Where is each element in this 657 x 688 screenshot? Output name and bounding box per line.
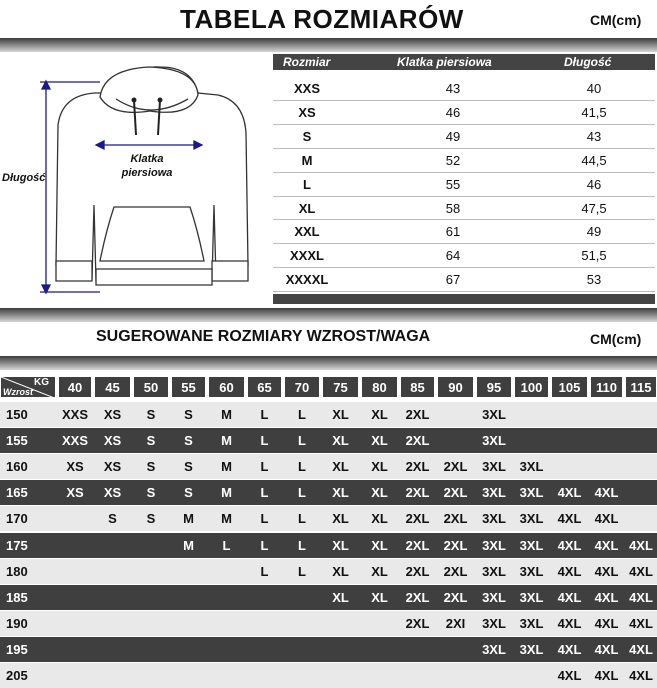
height-cell: 175 bbox=[6, 537, 28, 553]
size-suggestion-cell: 4XL bbox=[629, 589, 653, 605]
chest-cell: 58 bbox=[445, 200, 461, 216]
chest-cell: 67 bbox=[445, 272, 461, 288]
size-suggestion-cell: 3XL bbox=[482, 433, 506, 449]
size-cell: S bbox=[302, 128, 312, 144]
size-suggestion-cell: L bbox=[298, 433, 306, 449]
weight-header-cell: 100 bbox=[514, 376, 549, 398]
weight-header-cell: 60 bbox=[208, 376, 245, 398]
size-table-footer bbox=[273, 294, 655, 304]
size-suggestion-cell: 3XL bbox=[482, 511, 506, 527]
weight-header-cell: 85 bbox=[400, 376, 435, 398]
size-suggestion-cell: 4XL bbox=[557, 615, 582, 631]
size-suggestion-cell: S bbox=[184, 433, 193, 449]
size-suggestion-cell: XL bbox=[332, 407, 349, 422]
size-suggestion-cell: XS bbox=[66, 485, 84, 501]
height-cell: 190 bbox=[6, 615, 28, 631]
chest-cell: 46 bbox=[445, 104, 461, 120]
unit-label: CM(cm) bbox=[590, 12, 642, 28]
height-cell: 150 bbox=[6, 407, 28, 422]
size-suggestion-cell: 2XL bbox=[443, 511, 468, 527]
size-suggestion-cell: L bbox=[298, 407, 306, 422]
size-suggestion-cell: XL bbox=[371, 485, 388, 501]
size-suggestion-cell: XL bbox=[371, 511, 388, 527]
corner-kg: KG bbox=[34, 377, 49, 388]
size-suggestion-cell: 2XL bbox=[405, 407, 430, 422]
size-suggestion-cell: 4XL bbox=[594, 563, 619, 579]
size-suggestion-cell: XXS bbox=[61, 407, 88, 422]
size-suggestion-cell: XL bbox=[371, 563, 388, 579]
size-suggestion-cell: 3XL bbox=[519, 459, 544, 475]
size-suggestion-cell: 4XL bbox=[557, 668, 582, 683]
size-suggestion-cell: 3XL bbox=[519, 615, 544, 631]
suggest-title: SUGEROWANE ROZMIARY WZROST/WAGA bbox=[96, 328, 431, 345]
row-separator bbox=[273, 291, 655, 292]
height-cell: 180 bbox=[6, 563, 28, 579]
size-suggestion-cell: 4XL bbox=[594, 537, 619, 553]
grid-corner bbox=[0, 376, 56, 398]
size-suggestion-cell: 3XL bbox=[482, 407, 506, 422]
size-suggestion-cell: 3XL bbox=[519, 563, 544, 579]
height-cell: 160 bbox=[6, 459, 28, 475]
chest-label-line2: piersiowa bbox=[121, 167, 173, 179]
size-suggestion-cell: 4XL bbox=[629, 668, 653, 683]
size-row bbox=[273, 197, 655, 220]
height-cell: 170 bbox=[6, 511, 28, 527]
length-cell: 46 bbox=[586, 176, 602, 192]
size-suggestion-cell: S bbox=[184, 407, 193, 422]
size-suggestion-cell: S bbox=[184, 459, 193, 475]
length-cell: 53 bbox=[586, 272, 602, 288]
size-cell: L bbox=[303, 176, 311, 192]
size-suggestion-cell: 4XL bbox=[629, 641, 653, 657]
size-suggestion-cell: XL bbox=[332, 537, 349, 553]
size-suggestion-cell: 2XI bbox=[445, 615, 466, 631]
size-suggestion-cell: XS bbox=[103, 485, 122, 501]
size-suggestion-cell: XL bbox=[371, 589, 388, 605]
weight-header-cell: 110 bbox=[590, 376, 623, 398]
size-suggestion-cell: 3XL bbox=[482, 459, 506, 475]
size-row bbox=[273, 173, 655, 196]
size-suggestion-cell: XL bbox=[332, 589, 349, 605]
title-divider bbox=[0, 38, 657, 52]
size-suggestion-cell: XS bbox=[103, 407, 122, 422]
size-suggestion-cell: 4XL bbox=[629, 563, 653, 579]
size-suggestion-cell: 4XL bbox=[594, 485, 619, 501]
weight-header-cell: 105 bbox=[551, 376, 588, 398]
size-suggestion-cell: L bbox=[298, 563, 306, 579]
length-cell: 40 bbox=[586, 81, 602, 96]
weight-header-cell: 95 bbox=[476, 376, 512, 398]
corner-height: Wzrost bbox=[3, 387, 33, 397]
size-suggestion-cell: 3XL bbox=[482, 563, 506, 579]
size-cell: XXXL bbox=[290, 248, 324, 264]
size-suggestion-cell: S bbox=[184, 485, 193, 501]
size-suggestion-cell: XL bbox=[332, 563, 349, 579]
weight-header-cell: 65 bbox=[247, 376, 282, 398]
size-suggestion-cell: L bbox=[260, 407, 269, 422]
size-suggestion-cell: 4XL bbox=[557, 537, 582, 553]
size-cell: M bbox=[301, 152, 313, 168]
size-suggestion-cell: 3XL bbox=[519, 511, 544, 527]
size-suggestion-cell: 4XL bbox=[594, 641, 619, 657]
size-row bbox=[273, 77, 655, 100]
size-suggestion-cell: 2XL bbox=[443, 459, 468, 475]
size-suggestion-cell: M bbox=[221, 511, 232, 527]
size-suggestion-cell: XL bbox=[332, 459, 349, 475]
header-chest: Klatka piersiowa bbox=[397, 55, 492, 69]
length-cell: 43 bbox=[586, 128, 602, 144]
size-suggestion-cell: 2XL bbox=[405, 511, 430, 527]
size-suggestion-cell: L bbox=[260, 485, 269, 501]
chest-label-line1: Klatka bbox=[130, 153, 164, 165]
size-suggestion-cell: 2XL bbox=[443, 485, 468, 501]
size-suggestion-cell: 2XL bbox=[405, 433, 430, 449]
size-suggestion-cell: XL bbox=[332, 485, 349, 501]
size-suggestion-cell: 3XL bbox=[482, 641, 506, 657]
section-divider bbox=[0, 308, 657, 322]
size-suggestion-cell: 3XL bbox=[519, 641, 544, 657]
size-suggestion-cell: 3XL bbox=[519, 589, 544, 605]
size-suggestion-cell: 3XL bbox=[482, 537, 506, 553]
chest-cell: 43 bbox=[445, 81, 461, 96]
weight-header-cell: 55 bbox=[171, 376, 206, 398]
size-suggestion-cell: XS bbox=[103, 433, 122, 449]
page-title: TABELA ROZMIARÓW bbox=[180, 4, 464, 34]
size-suggestion-cell: 4XL bbox=[594, 615, 619, 631]
height-cell: 205 bbox=[6, 668, 28, 683]
size-suggestion-cell: M bbox=[221, 459, 232, 475]
size-suggestion-cell: M bbox=[221, 433, 232, 449]
size-suggestion-cell: M bbox=[183, 511, 194, 527]
size-suggestion-cell: L bbox=[298, 537, 306, 553]
weight-header-cell: 75 bbox=[322, 376, 359, 398]
size-suggestion-cell: 2XL bbox=[405, 485, 430, 501]
size-suggestion-cell: 4XL bbox=[594, 589, 619, 605]
size-suggestion-cell: 2XL bbox=[443, 537, 468, 553]
size-suggestion-cell: XL bbox=[371, 407, 388, 422]
size-suggestion-cell: 4XL bbox=[629, 537, 653, 553]
grid-row bbox=[0, 663, 657, 688]
size-suggestion-cell: S bbox=[146, 485, 156, 501]
chest-cell: 64 bbox=[445, 248, 461, 264]
weight-header-cell: 115 bbox=[625, 376, 657, 398]
size-suggestion-cell: L bbox=[260, 433, 269, 449]
size-suggestion-cell: 2XL bbox=[405, 537, 430, 553]
size-suggestion-cell: S bbox=[146, 511, 156, 527]
size-cell: XL bbox=[298, 200, 316, 216]
size-suggestion-cell: M bbox=[183, 537, 194, 553]
weight-header-cell: 50 bbox=[133, 376, 169, 398]
chest-cell: 55 bbox=[445, 176, 461, 192]
grid-divider bbox=[0, 356, 657, 370]
weight-header-cell: 80 bbox=[361, 376, 398, 398]
size-suggestion-cell: 3XL bbox=[482, 615, 506, 631]
length-cell: 44,5 bbox=[581, 152, 607, 168]
chest-cell: 52 bbox=[445, 152, 461, 168]
size-suggestion-cell: 2XL bbox=[443, 589, 468, 605]
size-suggestion-cell: L bbox=[260, 511, 269, 527]
size-suggestion-cell: L bbox=[222, 537, 231, 553]
height-cell: 185 bbox=[6, 589, 28, 605]
size-suggestion-cell: L bbox=[298, 459, 306, 475]
length-label: Długość bbox=[2, 172, 46, 184]
weight-header-cell: 90 bbox=[437, 376, 474, 398]
size-suggestion-cell: XL bbox=[332, 433, 349, 449]
size-suggestion-cell: 4XL bbox=[557, 511, 582, 527]
size-suggestion-cell: 4XL bbox=[629, 615, 653, 631]
size-suggestion-cell: XL bbox=[371, 433, 388, 449]
size-suggestion-cell: XL bbox=[371, 459, 388, 475]
chest-cell: 49 bbox=[445, 128, 461, 144]
length-cell: 47,5 bbox=[581, 200, 607, 216]
size-suggestion-cell: S bbox=[146, 407, 156, 422]
grid-row bbox=[0, 533, 657, 558]
height-cell: 165 bbox=[6, 485, 28, 501]
weight-header-cell: 70 bbox=[284, 376, 320, 398]
size-suggestion-cell: S bbox=[108, 511, 117, 527]
size-suggestion-cell: L bbox=[260, 459, 269, 475]
height-cell: 195 bbox=[6, 641, 28, 657]
size-suggestion-cell: 3XL bbox=[482, 589, 506, 605]
suggest-unit-label: CM(cm) bbox=[590, 331, 642, 347]
size-suggestion-cell: L bbox=[298, 485, 306, 501]
size-suggestion-cell: XL bbox=[332, 511, 349, 527]
grid-row bbox=[0, 637, 657, 662]
size-suggestion-cell: 3XL bbox=[519, 537, 544, 553]
size-suggestion-cell: 4XL bbox=[557, 589, 582, 605]
length-cell: 41,5 bbox=[581, 104, 607, 120]
size-suggestion-cell: XL bbox=[371, 537, 388, 553]
size-suggestion-cell: L bbox=[298, 511, 306, 527]
size-row bbox=[273, 101, 655, 124]
grid-row bbox=[0, 428, 657, 453]
size-row bbox=[273, 220, 655, 243]
size-suggestion-cell: 2XL bbox=[405, 589, 430, 605]
size-suggestion-cell: XS bbox=[103, 459, 122, 475]
size-suggestion-cell: 2XL bbox=[405, 615, 430, 631]
size-cell: XS bbox=[298, 104, 316, 120]
size-row bbox=[273, 244, 655, 267]
size-suggestion-cell: 2XL bbox=[405, 459, 430, 475]
grid-row bbox=[0, 559, 657, 584]
size-cell: XXXXL bbox=[285, 272, 329, 288]
grid-row bbox=[0, 454, 657, 479]
size-row bbox=[273, 125, 655, 148]
weight-header-cell: 45 bbox=[94, 376, 131, 398]
size-suggestion-cell: S bbox=[146, 433, 156, 449]
chest-cell: 61 bbox=[445, 224, 461, 240]
length-cell: 51,5 bbox=[581, 248, 607, 264]
header-length: Długość bbox=[564, 55, 612, 69]
size-suggestion-cell: 4XL bbox=[557, 641, 582, 657]
size-row bbox=[273, 149, 655, 172]
size-cell: XXS bbox=[293, 81, 320, 96]
grid-row bbox=[0, 611, 657, 636]
size-cell: XXL bbox=[294, 224, 320, 240]
size-suggestion-cell: 4XL bbox=[594, 668, 619, 683]
size-suggestion-cell: 3XL bbox=[519, 485, 544, 501]
size-suggestion-cell: S bbox=[146, 459, 156, 475]
size-suggestion-cell: 4XL bbox=[557, 485, 582, 501]
weight-header-cell: 40 bbox=[58, 376, 92, 398]
length-cell: 49 bbox=[586, 224, 602, 240]
size-table-header bbox=[273, 54, 655, 70]
grid-row bbox=[0, 506, 657, 531]
grid-row bbox=[0, 585, 657, 610]
size-suggestion-cell: M bbox=[221, 485, 232, 501]
size-suggestion-cell: L bbox=[260, 563, 269, 579]
size-suggestion-cell: 2XL bbox=[405, 563, 430, 579]
size-suggestion-cell: XS bbox=[66, 459, 84, 475]
size-suggestion-cell: XXS bbox=[61, 433, 88, 449]
size-suggestion-cell: 3XL bbox=[482, 485, 506, 501]
chest-label bbox=[117, 152, 177, 180]
header-size: Rozmiar bbox=[283, 55, 331, 69]
grid-row bbox=[0, 402, 657, 427]
size-suggestion-cell: M bbox=[221, 407, 232, 422]
height-cell: 155 bbox=[6, 433, 28, 449]
size-suggestion-cell: 4XL bbox=[594, 511, 619, 527]
grid-row bbox=[0, 480, 657, 505]
size-suggestion-cell: L bbox=[260, 537, 269, 553]
size-suggestion-cell: 2XL bbox=[443, 563, 468, 579]
size-row bbox=[273, 268, 655, 291]
size-suggestion-cell: 4XL bbox=[557, 563, 582, 579]
